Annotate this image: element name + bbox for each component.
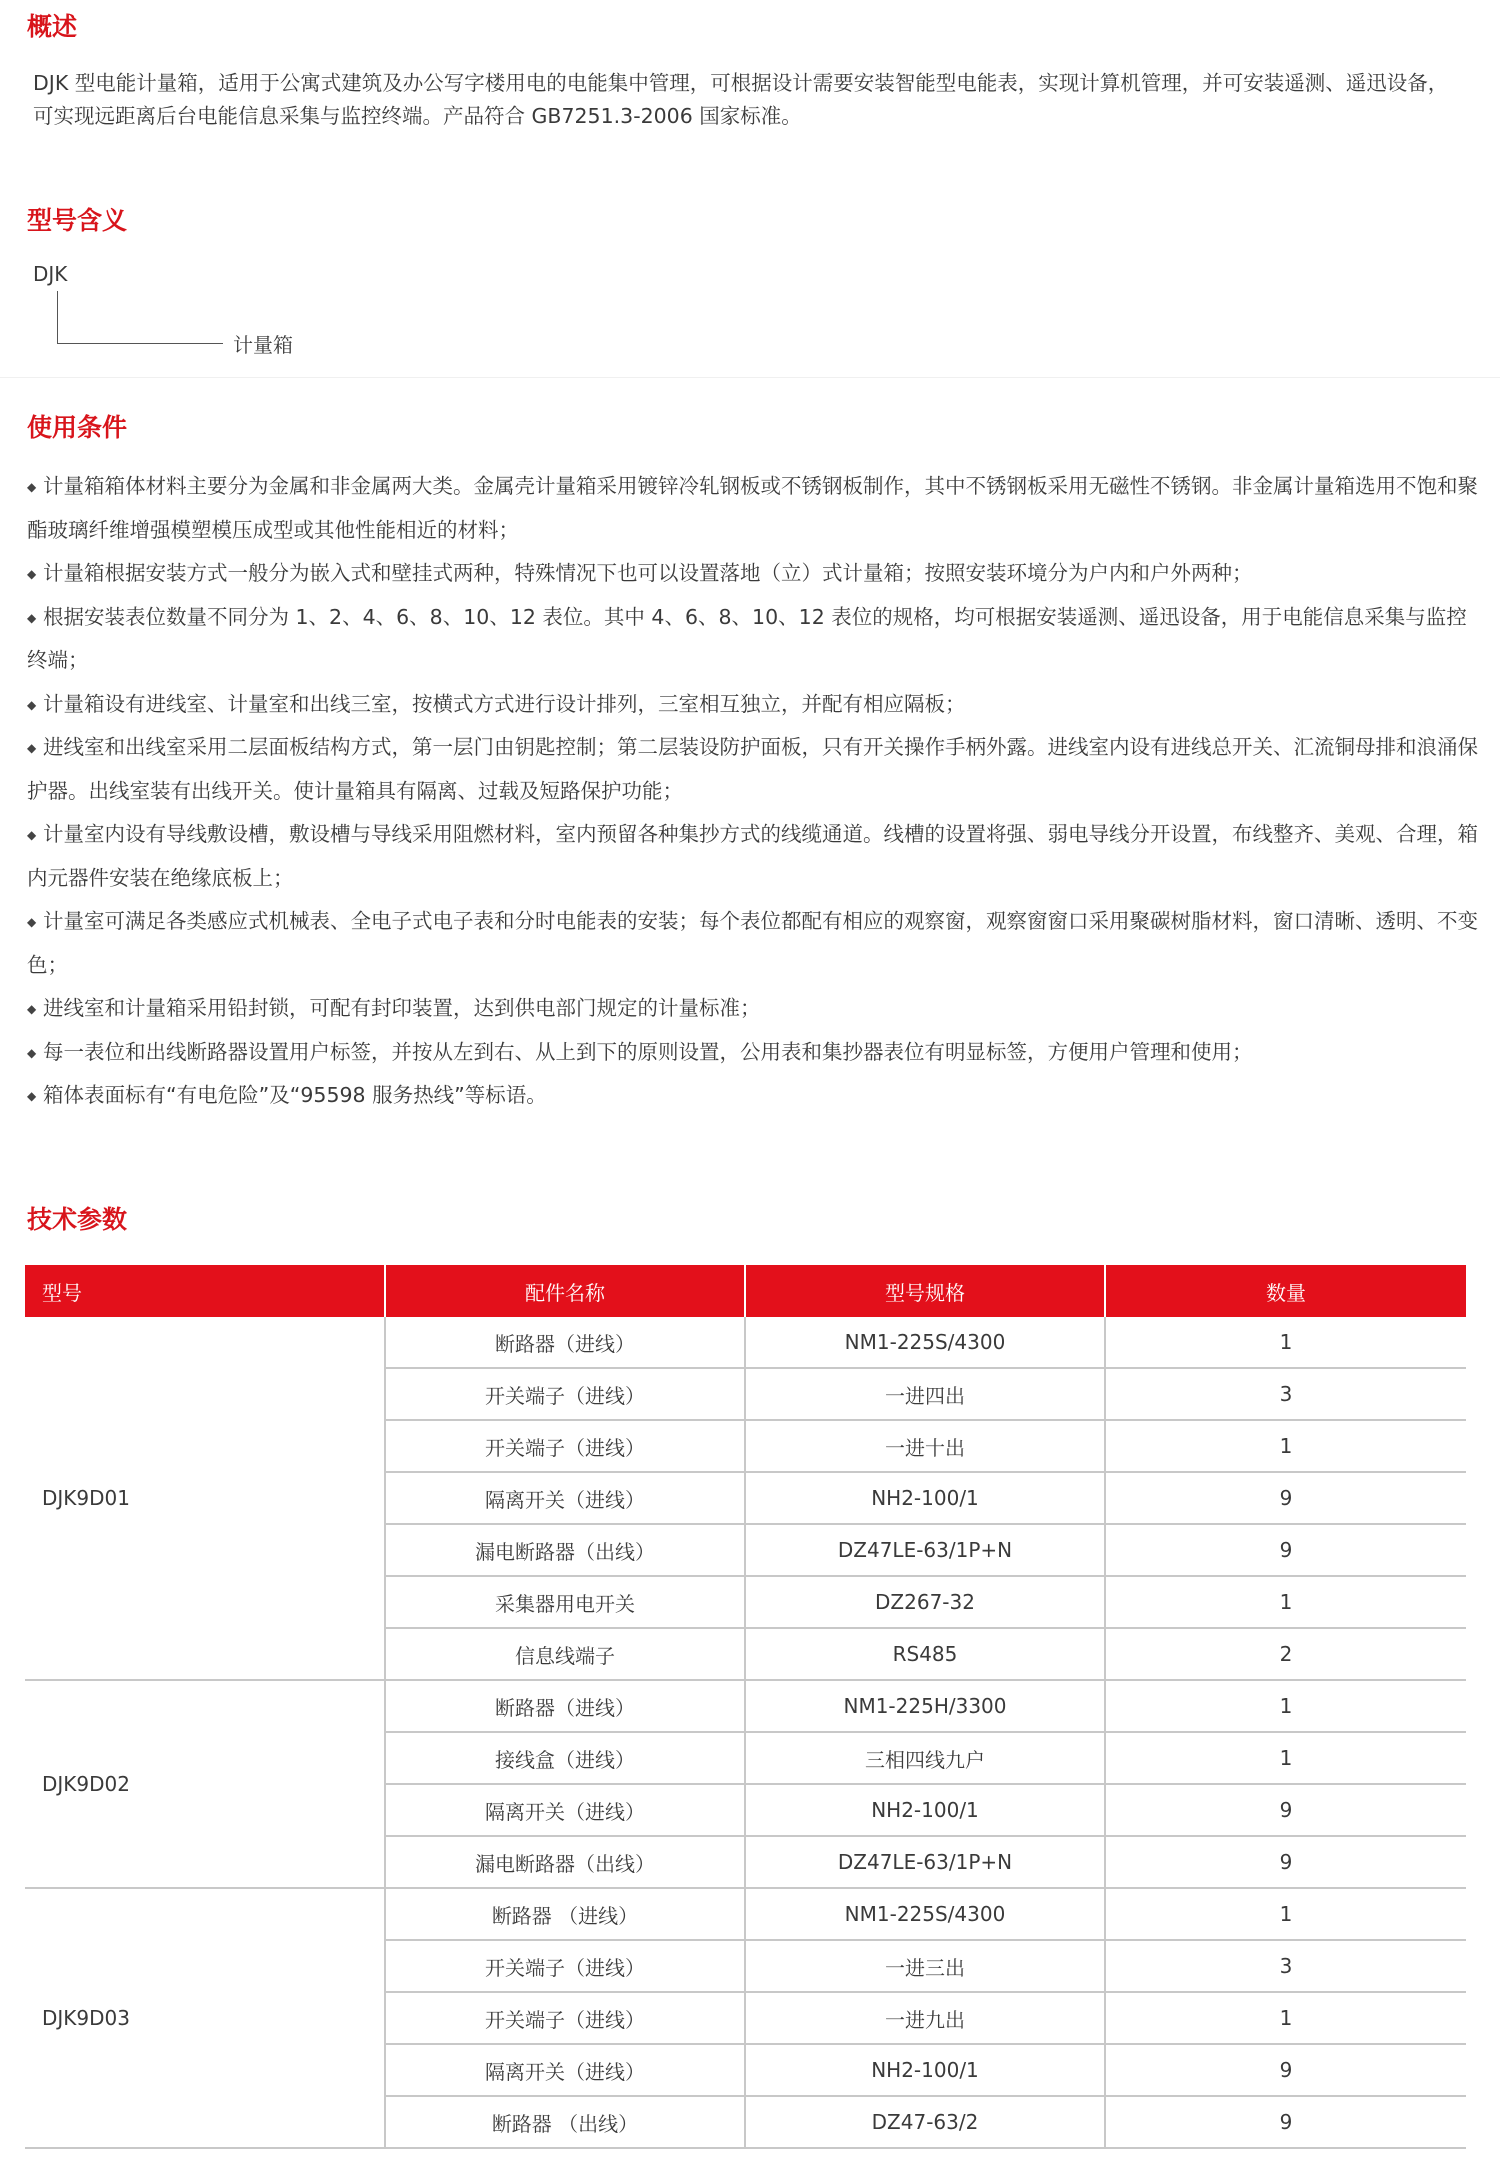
diamond-bullet-icon: ◆ bbox=[27, 567, 37, 581]
part-name-cell: 漏电断路器（出线） bbox=[385, 1836, 745, 1888]
spec-cell: DZ47-63/2 bbox=[745, 2096, 1105, 2148]
part-name-cell: 开关端子（进线） bbox=[385, 1940, 745, 1992]
condition-item bbox=[27, 465, 1482, 552]
overview-heading: 概述 bbox=[27, 12, 78, 41]
quantity-cell: 3 bbox=[1105, 1368, 1466, 1420]
header-quantity: 数量 bbox=[1105, 1265, 1466, 1317]
model-cell: DJK9D03 bbox=[25, 1888, 385, 2148]
part-name-cell: 漏电断路器（出线） bbox=[385, 1524, 745, 1576]
spec-cell: 一进十出 bbox=[745, 1420, 1105, 1472]
model-tree-horizontal-line bbox=[57, 343, 223, 344]
quantity-cell: 1 bbox=[1105, 1317, 1466, 1368]
quantity-cell: 9 bbox=[1105, 2096, 1466, 2148]
part-name-cell: 采集器用电开关 bbox=[385, 1576, 745, 1628]
condition-item bbox=[27, 987, 1482, 1031]
model-meaning-heading: 型号含义 bbox=[27, 206, 128, 235]
spec-cell: NH2-100/1 bbox=[745, 1784, 1105, 1836]
quantity-cell: 1 bbox=[1105, 1992, 1466, 2044]
quantity-cell: 1 bbox=[1105, 1888, 1466, 1940]
part-name-cell: 断路器 （进线） bbox=[385, 1888, 745, 1940]
table-header-row bbox=[25, 1265, 1466, 1317]
part-name-cell: 隔离开关（进线） bbox=[385, 1784, 745, 1836]
part-name-cell: 断路器（进线） bbox=[385, 1680, 745, 1732]
diamond-bullet-icon: ◆ bbox=[27, 610, 37, 625]
condition-item bbox=[27, 726, 1482, 813]
spec-cell: 一进九出 bbox=[745, 1992, 1105, 2044]
diamond-bullet-icon: ◆ bbox=[27, 1089, 37, 1103]
condition-text: 计量箱根据安装方式一般分为嵌入式和壁挂式两种，特殊情况下也可以设置落地（立）式计量箱；按照安装环境分为户内和户外两种； bbox=[43, 561, 1253, 585]
quantity-cell: 9 bbox=[1105, 1784, 1466, 1836]
table-row bbox=[25, 1680, 1466, 1732]
quantity-cell: 1 bbox=[1105, 1732, 1466, 1784]
quantity-cell: 1 bbox=[1105, 1576, 1466, 1628]
model-cell: DJK9D02 bbox=[25, 1680, 385, 1888]
condition-item bbox=[27, 900, 1482, 987]
conditions-list bbox=[27, 465, 1482, 1118]
part-name-cell: 开关端子（进线） bbox=[385, 1368, 745, 1420]
condition-text: 根据安装表位数量不同分为 1、2、4、6、8、10、12 表位。其中 4、6、8、10、12 表位的规格，均可根据安装遥测、遥迅设备，用于电能信息采集与监控终端； bbox=[27, 604, 1467, 672]
spec-cell: 三相四线九户 bbox=[745, 1732, 1105, 1784]
part-name-cell: 接线盒（进线） bbox=[385, 1732, 745, 1784]
spec-cell: DZ267-32 bbox=[745, 1576, 1105, 1628]
spec-cell: DZ47LE-63/1P+N bbox=[745, 1524, 1105, 1576]
spec-cell: 一进三出 bbox=[745, 1940, 1105, 1992]
model-cell: DJK9D01 bbox=[25, 1317, 385, 1680]
diamond-bullet-icon: ◆ bbox=[27, 915, 37, 929]
model-code-meaning: 计量箱 bbox=[233, 333, 293, 357]
diamond-bullet-icon: ◆ bbox=[27, 1002, 37, 1016]
quantity-cell: 2 bbox=[1105, 1628, 1466, 1680]
part-name-cell: 信息线端子 bbox=[385, 1628, 745, 1680]
condition-item bbox=[27, 683, 1482, 727]
spec-cell: RS485 bbox=[745, 1628, 1105, 1680]
spec-cell: NM1-225S/4300 bbox=[745, 1888, 1105, 1940]
condition-text: 计量室可满足各类感应式机械表、全电子式电子表和分时电能表的安装；每个表位都配有相应的观察窗，观察窗窗口采用聚碳树脂材料，窗口清晰、透明、不变色； bbox=[27, 909, 1478, 977]
condition-text: 计量箱箱体材料主要分为金属和非金属两大类。金属壳计量箱采用镀锌冷轧钢板或不锈钢板制作，其中不锈钢板采用无磁性不锈钢。非金属计量箱选用不饱和聚酯玻璃纤维增强模塑模压成型或其他性能相近的材料； bbox=[27, 474, 1478, 542]
table-body bbox=[25, 1317, 1466, 2148]
condition-item bbox=[27, 1074, 1482, 1118]
condition-text: 箱体表面标有“有电危险”及“95598 服务热线”等标语。 bbox=[43, 1083, 547, 1107]
part-name-cell: 开关端子（进线） bbox=[385, 1992, 745, 2044]
condition-text: 进线室和出线室采用二层面板结构方式，第一层门由钥匙控制；第二层装设防护面板，只有开关操作手柄外露。进线室内设有进线总开关、汇流铜母排和浪涌保护器。出线室装有出线开关。使计量箱具有隔离、过载及短路保护功能； bbox=[27, 735, 1478, 803]
condition-item bbox=[27, 596, 1482, 683]
diamond-bullet-icon: ◆ bbox=[27, 741, 37, 755]
part-name-cell: 断路器（进线） bbox=[385, 1317, 745, 1368]
quantity-cell: 9 bbox=[1105, 1836, 1466, 1888]
overview-line-1: DJK 型电能计量箱，适用于公寓式建筑及办公写字楼用电的电能集中管理，可根据设计需要安装智能型电能表，实现计算机管理，并可安装遥测、遥迅设备， bbox=[33, 71, 1449, 95]
spec-cell: 一进四出 bbox=[745, 1368, 1105, 1420]
quantity-cell: 9 bbox=[1105, 2044, 1466, 2096]
part-name-cell: 开关端子（进线） bbox=[385, 1420, 745, 1472]
quantity-cell: 9 bbox=[1105, 1524, 1466, 1576]
condition-text: 每一表位和出线断路器设置用户标签，并按从左到右、从上到下的原则设置，公用表和集抄器表位有明显标签，方便用户管理和使用； bbox=[43, 1039, 1253, 1064]
part-name-cell: 断路器 （出线） bbox=[385, 2096, 745, 2148]
spec-cell: NM1-225S/4300 bbox=[745, 1317, 1105, 1368]
quantity-cell: 3 bbox=[1105, 1940, 1466, 1992]
overview-line-2: 可实现远距离后台电能信息采集与监控终端。产品符合 GB7251.3-2006 国家标准。 bbox=[33, 104, 802, 128]
spec-cell: DZ47LE-63/1P+N bbox=[745, 1836, 1105, 1888]
part-name-cell: 隔离开关（进线） bbox=[385, 2044, 745, 2096]
condition-text: 进线室和计量箱采用铅封锁，可配有封印装置，达到供电部门规定的计量标准； bbox=[43, 996, 761, 1020]
table-row bbox=[25, 1317, 1466, 1368]
header-part-name: 配件名称 bbox=[385, 1265, 745, 1317]
diamond-bullet-icon: ◆ bbox=[27, 480, 37, 494]
part-name-cell: 隔离开关（进线） bbox=[385, 1472, 745, 1524]
spec-cell: NH2-100/1 bbox=[745, 1472, 1105, 1524]
quantity-cell: 9 bbox=[1105, 1472, 1466, 1524]
intro-panel bbox=[0, 0, 1500, 377]
header-model: 型号 bbox=[25, 1265, 385, 1317]
tech-params-table bbox=[25, 1265, 1466, 2149]
diamond-bullet-icon: ◆ bbox=[27, 1045, 37, 1060]
condition-item bbox=[27, 813, 1482, 900]
header-spec: 型号规格 bbox=[745, 1265, 1105, 1317]
diamond-bullet-icon: ◆ bbox=[27, 697, 37, 712]
conditions-heading: 使用条件 bbox=[27, 413, 128, 442]
model-code: DJK bbox=[33, 262, 68, 286]
condition-item bbox=[27, 552, 1482, 596]
spec-cell: NM1-225H/3300 bbox=[745, 1680, 1105, 1732]
model-tree-vertical-line bbox=[57, 291, 58, 343]
condition-text: 计量箱设有进线室、计量室和出线三室，按横式方式进行设计排列，三室相互独立，并配有相应隔板； bbox=[43, 691, 966, 716]
spec-cell: NH2-100/1 bbox=[745, 2044, 1105, 2096]
quantity-cell: 1 bbox=[1105, 1680, 1466, 1732]
condition-text: 计量室内设有导线敷设槽，敷设槽与导线采用阻燃材料，室内预留各种集抄方式的线缆通道。线槽的设置将强、弱电导线分开设置，布线整齐、美观、合理，箱内元器件安装在绝缘底板上； bbox=[27, 822, 1478, 890]
quantity-cell: 1 bbox=[1105, 1420, 1466, 1472]
diamond-bullet-icon: ◆ bbox=[27, 828, 37, 842]
tech-params-heading: 技术参数 bbox=[27, 1205, 128, 1234]
condition-item bbox=[27, 1031, 1482, 1075]
table-row bbox=[25, 1888, 1466, 1940]
